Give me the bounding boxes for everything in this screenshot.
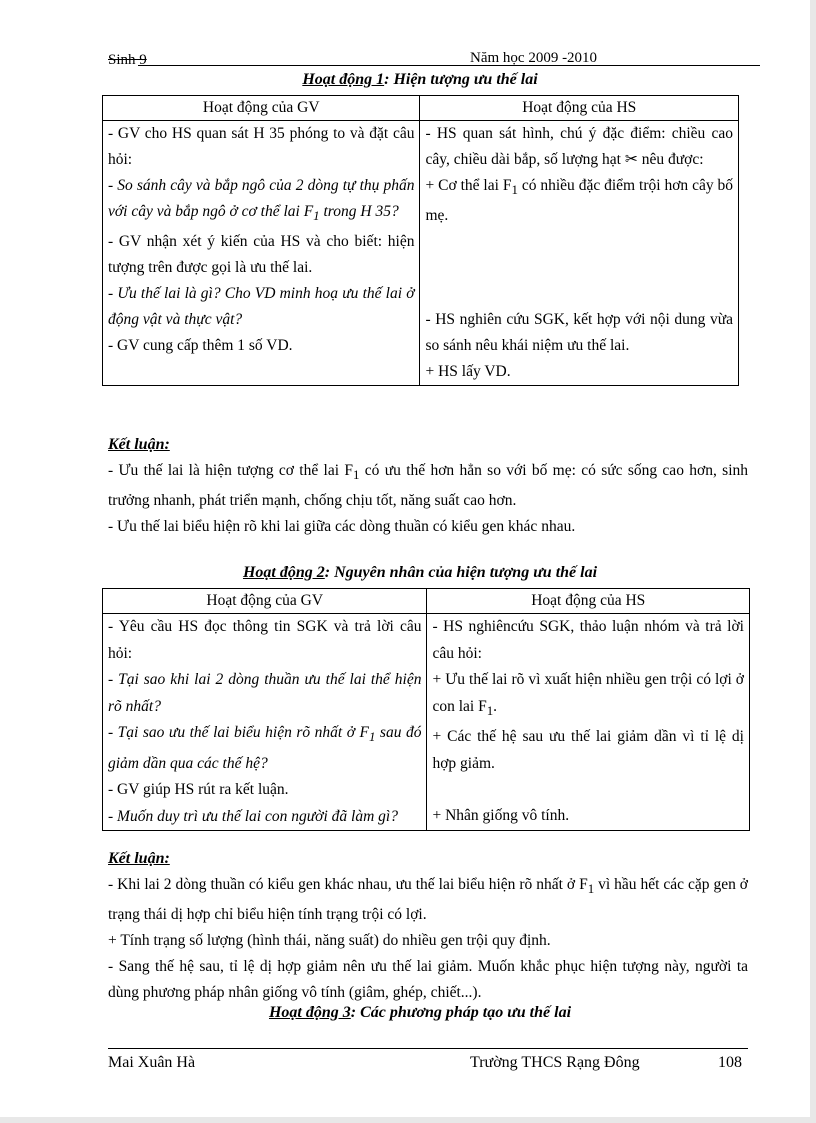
conclusion2-label: Kết luận:	[108, 850, 170, 867]
page-edge-right	[810, 0, 816, 1123]
activity2-hs-1: - HS nghiêncứu SGK, thảo luận nhóm và trả lời câu hỏi:	[432, 618, 744, 662]
activity3-title	[100, 1004, 740, 1022]
activity2-table	[102, 588, 750, 831]
activity1-col-hs: Hoạt động của HS	[420, 96, 739, 121]
activity2-hs-spacer	[432, 777, 744, 803]
activity2-gv-4: - GV giúp HS rút ra kết luận.	[108, 781, 289, 799]
header-subject: Sinh 9	[108, 52, 147, 68]
activity2-hs-4: + Nhân giống vô tính.	[432, 807, 570, 825]
header-rule	[138, 65, 760, 66]
activity2-col-hs: Hoạt động của HS	[427, 589, 750, 614]
activity2-gv-1: - Yêu cầu HS đọc thông tin SGK và trả lời câu hỏi:	[108, 618, 422, 662]
activity2-hs-3: + Các thế hệ sau ưu thế lai giảm dần vì tỉ lệ dị hợp giảm.	[432, 728, 744, 772]
activity1-col-gv: Hoạt động của GV	[103, 96, 420, 121]
activity2-title	[100, 564, 740, 582]
activity2-gv-5: - Muốn duy trì ưu thế lai con người đã làm gì?	[108, 807, 398, 825]
footer-school: Trường THCS Rạng Đông	[470, 1054, 640, 1071]
header-school-year: Năm học 2009 -2010	[470, 50, 598, 66]
activity1-title	[100, 71, 740, 89]
activity2-hs-cell	[427, 614, 750, 831]
activity1-title-rest: : Hiện tượng ưu thế lai	[384, 71, 538, 88]
activity1-gv-1: - GV cho HS quan sát H 35 phóng to và đặt câu hỏi:	[108, 125, 415, 168]
footer-author: Mai Xuân Hà	[108, 1054, 196, 1071]
conclusion2-p2: + Tính trạng số lượng (hình thái, năng suất) do nhiều gen trội quy định.	[108, 932, 551, 950]
activity2-gv-cell	[103, 614, 427, 831]
footer-page-number: 108	[718, 1054, 742, 1071]
activity1-gv-5: - GV cung cấp thêm 1 số VD.	[108, 337, 293, 355]
activity2-col-gv: Hoạt động của GV	[103, 589, 427, 614]
conclusion1-label: Kết luận:	[108, 436, 170, 453]
activity1-table	[102, 95, 739, 386]
conclusion2-text	[108, 872, 748, 1006]
activity3-title-label: Hoạt động 3	[268, 1004, 351, 1021]
page-header	[108, 52, 760, 68]
activity1-hs-4: + HS lấy VD.	[425, 363, 511, 381]
activity1-hs-cell	[420, 121, 739, 386]
activity1-hs-3: - HS nghiên cứu SGK, kết hợp với nội dung vừa so sánh nêu khái niệm ưu thế lai.	[425, 311, 733, 355]
activity3-title-rest: : Các phương pháp tạo ưu thế lai	[350, 1004, 572, 1021]
activity1-gv-2: - So sánh cây và bắp ngô của 2 dòng tự thụ phấn với cây và bắp ngô ở cơ thể lai $F_1$ trong H 35?	[108, 177, 415, 224]
footer-rule	[108, 1048, 748, 1049]
activity2-title-label: Hoạt động 2	[242, 564, 325, 581]
activity2-gv-2: - Tại sao khi lai 2 dòng thuần ưu thế lai thể hiện rõ nhất?	[108, 671, 422, 715]
activity2-gv-3: - Tại sao ưu thế lai biểu hiện rõ nhất ở $F_1$ sau đó giảm dần qua các thế hệ?	[108, 724, 422, 772]
activity1-gv-cell	[103, 121, 420, 386]
activity1-gv-4: - Ưu thế lai là gì? Cho VD minh hoạ ưu thế lai ở động vật và thực vật?	[108, 285, 415, 329]
activity2-hs-2: + Ưu thế lai rõ vì xuất hiện nhiều gen trội có lợi ở con lai $F_1$.	[432, 671, 744, 718]
conclusion2-p3: - Sang thế hệ sau, tỉ lệ dị hợp giảm nên ưu thế lai giảm. Muốn khắc phục hiện tượng này, người ta dùng phương pháp nhân giống vô tính (giâm, ghép, chiết...).	[108, 958, 748, 1002]
activity1-title-label: Hoạt động 1	[302, 71, 385, 88]
conclusion1-text	[108, 458, 748, 540]
activity2-title-rest: : Nguyên nhân của hiện tượng ưu thế lai	[324, 564, 598, 581]
conclusion1-p1: - Ưu thế lai là hiện tượng cơ thể lai $F_1$ có ưu thế hơn hẳn so với bố mẹ: có sức sống cao hơn, sinh trưởng nhanh, phát triển mạnh, chống chịu tốt, năng suất cao hơn.	[108, 462, 748, 510]
activity1-hs-1: - HS quan sát hình, chú ý đặc điểm: chiều cao cây, chiều dài bắp, số lượng hạt ✂ nêu được:	[425, 125, 733, 168]
page-edge-bottom	[0, 1117, 816, 1123]
activity1-hs-2: + Cơ thể lai $F_1$ có nhiều đặc điểm trội hơn cây bố mẹ.	[425, 177, 733, 225]
activity1-hs-spacer	[425, 229, 733, 307]
scissors-icon: ✂	[624, 151, 638, 168]
conclusion1-p2: - Ưu thế lai biểu hiện rõ khi lai giữa các dòng thuần có kiểu gen khác nhau.	[108, 518, 576, 536]
activity1-gv-3: - GV nhận xét ý kiến của HS và cho biết: hiện tượng trên được gọi là ưu thế lai.	[108, 233, 415, 277]
conclusion2-p1: - Khi lai 2 dòng thuần có kiểu gen khác nhau, ưu thế lai biểu hiện rõ nhất ở $F_1$ vì hầu hết các cặp gen ở trạng thái dị hợp chỉ biểu hiện tính trạng trội có lợi.	[108, 876, 748, 924]
